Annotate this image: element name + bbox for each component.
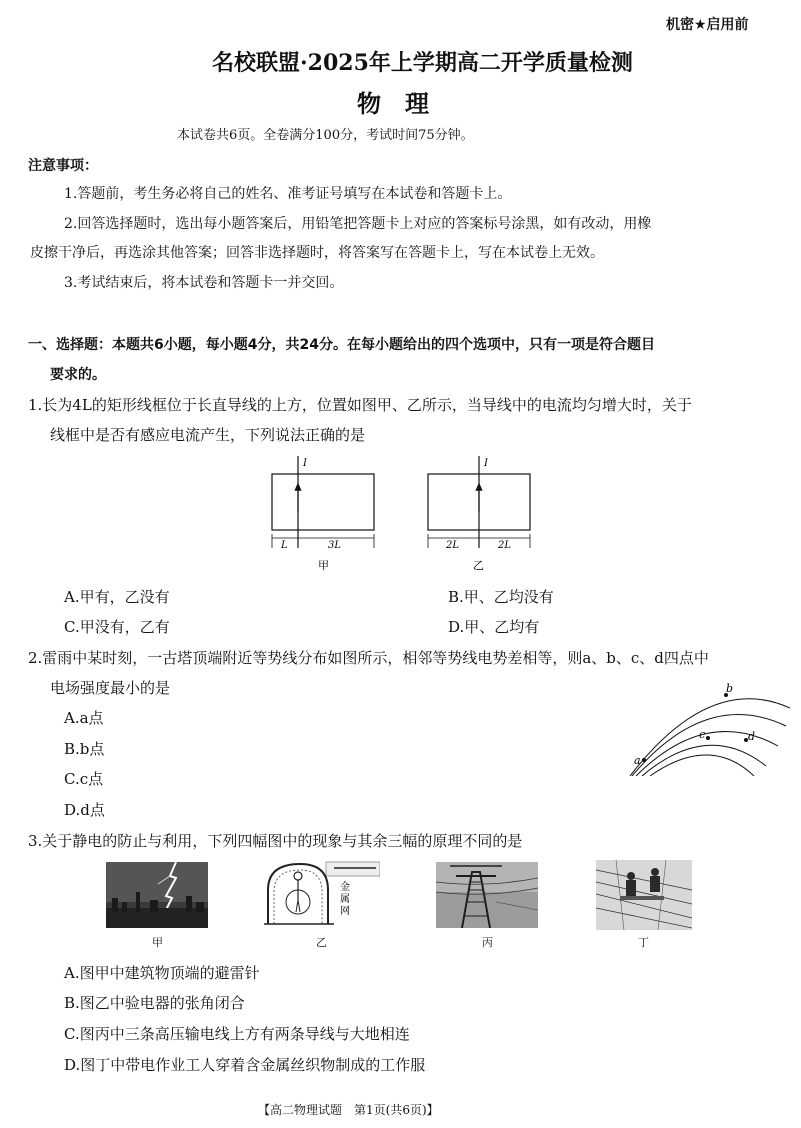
electroscope-figure — [264, 860, 380, 928]
current-label: I — [303, 458, 307, 469]
q3-option-b: B.图乙中验电器的张角闭合 — [64, 994, 245, 1012]
q1-option-c: C.甲没有，乙有 — [64, 618, 170, 636]
caption-yi: 乙 — [316, 936, 327, 949]
section1-heading-cont: 要求的。 — [50, 367, 106, 383]
figure-jia — [272, 456, 374, 572]
dimension-right: 2L — [498, 540, 512, 551]
caption-bing: 丙 — [482, 936, 493, 949]
caption-yi: 乙 — [473, 559, 484, 572]
exam-info: 本试卷共6页。全卷满分100分，考试时间75分钟。 — [177, 128, 474, 143]
caption-jia: 甲 — [152, 936, 163, 949]
dimension-right: 3L — [328, 540, 342, 551]
exam-title: 名校联盟·2025年上学期高二开学质量检测 — [212, 50, 633, 76]
q2-stem: 2.雷雨中某时刻，一古塔顶端附近等势线分布如图所示，相邻等势线电势差相等，则a、b、c、d四点中 — [28, 649, 709, 667]
svg-text:b: b — [726, 682, 734, 695]
dimension-left: L — [281, 540, 288, 551]
q3-stem: 3.关于静电的防止与利用，下列四幅图中的现象与其余三幅的原理不同的是 — [28, 832, 523, 850]
section1-heading: 一、选择题：本题共6小题，每小题4分，共24分。在每小题给出的四个选项中，只有一项是符合题目 — [28, 337, 655, 353]
q1-stem-cont: 线框中是否有感应电流产生，下列说法正确的是 — [50, 426, 366, 444]
equipotential-figure — [626, 680, 790, 776]
notes-heading: 注意事项： — [28, 158, 98, 174]
q2-option-c: C.c点 — [64, 770, 104, 788]
loop-rectangle — [272, 474, 374, 530]
figure-yi — [428, 456, 530, 572]
page-footer: 【高二物理试题 第1页(共6页)】 — [258, 1103, 439, 1117]
q2-stem-cont: 电场强度最小的是 — [50, 679, 171, 697]
point-c — [706, 736, 710, 740]
point-a — [642, 758, 646, 762]
q3-option-a: A.图甲中建筑物顶端的避雷针 — [64, 964, 260, 982]
svg-text:d: d — [748, 730, 756, 743]
q1-stem: 1.长为4L的矩形线框位于长直导线的上方，位置如图甲、乙所示，当导线中的电流均匀增大时，关于 — [28, 396, 692, 414]
dimension-left: 2L — [446, 540, 460, 551]
confidential-label: 机密★启用前 — [666, 17, 749, 33]
svg-text:属: 属 — [340, 894, 350, 905]
power-tower-photo — [436, 862, 538, 928]
svg-text:金: 金 — [340, 882, 350, 893]
note-item-2-cont: 皮擦干净后，再选涂其他答案；回答非选择题时，将答案写在答题卡上，写在本试卷上无效。 — [30, 245, 604, 261]
note-item-3: 3.考试结束后，将本试卷和答题卡一并交回。 — [64, 275, 344, 291]
q1-option-b: B.甲、乙均没有 — [448, 588, 554, 606]
q1-figure — [262, 452, 540, 576]
current-label: I — [484, 458, 488, 469]
q2-option-b: B.b点 — [64, 740, 105, 758]
subject-title: 物 理 — [357, 90, 429, 118]
q2-option-d: D.d点 — [64, 801, 105, 819]
note-item-1: 1.答题前，考生务必将自己的姓名、准考证号填写在本试卷和答题卡上。 — [64, 186, 512, 202]
svg-text:a: a — [634, 754, 641, 767]
line-workers-photo — [596, 860, 692, 930]
caption-jia: 甲 — [318, 559, 329, 572]
q1-option-d: D.甲、乙均有 — [448, 618, 540, 636]
caption-ding: 丁 — [638, 936, 649, 949]
svg-text:网: 网 — [340, 906, 350, 917]
q3-option-c: C.图丙中三条高压输电线上方有两条导线与大地相连 — [64, 1025, 410, 1043]
equipotential-line — [650, 755, 754, 776]
svg-text:c: c — [699, 728, 706, 741]
lightning-photo — [106, 862, 208, 928]
equipotential-line — [630, 699, 790, 776]
q2-option-a: A.a点 — [64, 709, 104, 727]
q3-option-d: D.图丁中带电作业工人穿着含金属丝织物制成的工作服 — [64, 1056, 426, 1074]
equipotential-line — [642, 745, 766, 776]
note-item-2: 2.回答选择题时，选出每小题答案后，用铅笔把答题卡上对应的答案标号涂黑，如有改动，用橡 — [64, 216, 652, 232]
q1-option-a: A.甲有，乙没有 — [64, 588, 170, 606]
